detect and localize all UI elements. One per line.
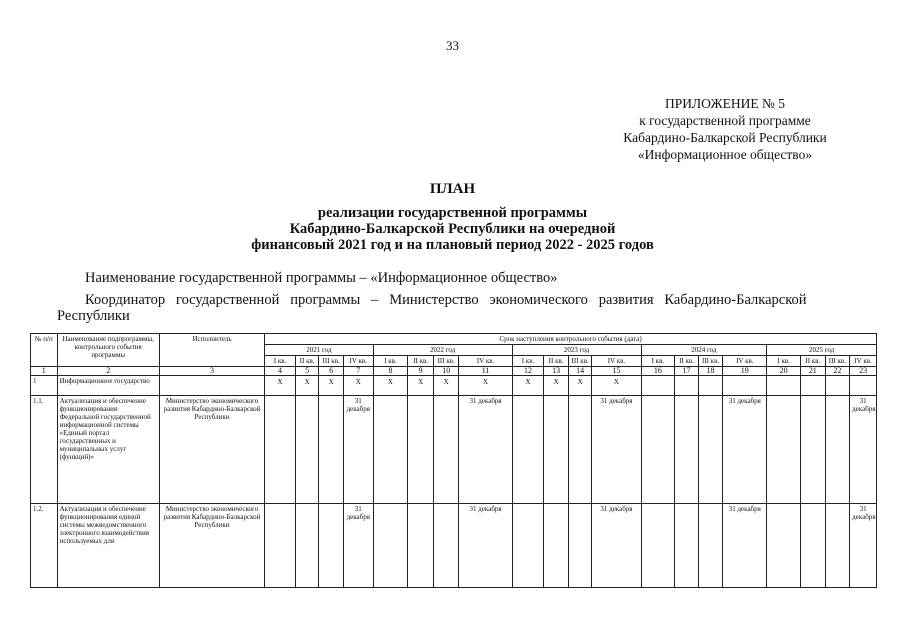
header-quarter: IV кв. bbox=[723, 356, 767, 367]
coordinator-text: Координатор государственной программы – Министерство экономического развития Кабардино-Балкарской bbox=[85, 292, 807, 308]
row-cell bbox=[319, 396, 344, 504]
header-year: 2025 год bbox=[767, 345, 877, 356]
row-name: Информационное государство bbox=[57, 376, 159, 396]
column-number: 4 bbox=[265, 367, 296, 376]
row-cell bbox=[295, 504, 319, 588]
plan-title: ПЛАН bbox=[429, 181, 476, 197]
row-cell bbox=[544, 504, 569, 588]
row-cell bbox=[373, 396, 408, 504]
row-cell bbox=[295, 396, 319, 504]
row-cell: X bbox=[343, 376, 373, 396]
row-cell: X bbox=[319, 376, 344, 396]
header-quarter: III кв. bbox=[825, 356, 850, 367]
header-quarter: III кв. bbox=[319, 356, 344, 367]
header-year: 2021 год bbox=[265, 345, 373, 356]
row-cell: X bbox=[265, 376, 296, 396]
row-cell: 31 декабря bbox=[723, 504, 767, 588]
column-number: 17 bbox=[675, 367, 699, 376]
program-name-text: Наименование государственной программы – «Информационное общество» bbox=[85, 270, 558, 286]
row-cell bbox=[641, 396, 675, 504]
header-row-1 bbox=[31, 334, 877, 345]
row-cell bbox=[265, 504, 296, 588]
row-cell bbox=[568, 504, 592, 588]
row-cell: X bbox=[295, 376, 319, 396]
row-name: Актуализация и обеспечение функционирования Федеральной государственной информационной системы «Единый портал государственных и муниципальных услуг (функций)» bbox=[57, 396, 159, 504]
column-number: 13 bbox=[544, 367, 569, 376]
row-cell: 31 декабря bbox=[850, 504, 877, 588]
header-name: Наименование подпрограммы, контрольного события программы bbox=[57, 334, 159, 367]
header-quarter: IV кв. bbox=[592, 356, 641, 367]
header-quarter: III кв. bbox=[433, 356, 459, 367]
appendix-line-4: «Информационное общество» bbox=[637, 147, 813, 162]
row-executor bbox=[159, 376, 264, 396]
row-cell: 31 декабря bbox=[343, 504, 373, 588]
header-quarter: IV кв. bbox=[850, 356, 877, 367]
row-cell bbox=[433, 504, 459, 588]
row-cell bbox=[825, 396, 850, 504]
column-number: 3 bbox=[159, 367, 264, 376]
column-number: 9 bbox=[408, 367, 434, 376]
row-cell: 31 декабря bbox=[343, 396, 373, 504]
column-number: 12 bbox=[512, 367, 544, 376]
column-number: 11 bbox=[459, 367, 512, 376]
row-cell bbox=[698, 376, 723, 396]
row-cell bbox=[373, 504, 408, 588]
row-cell: 31 декабря bbox=[592, 396, 641, 504]
header-quarter: II кв. bbox=[408, 356, 434, 367]
header-quarter: II кв. bbox=[544, 356, 569, 367]
plan-subtitle-line-1: реализации государственной программы bbox=[317, 205, 588, 221]
program-name bbox=[57, 270, 847, 286]
row-cell: X bbox=[459, 376, 512, 396]
plan-table bbox=[30, 333, 877, 588]
row-name: Актуализация и обеспечение функционирования единой системы межведомственного электронного взаимодействия используемых для bbox=[57, 504, 159, 588]
row-cell bbox=[433, 396, 459, 504]
row-cell bbox=[408, 504, 434, 588]
table-row bbox=[31, 396, 877, 504]
page-number: 33 bbox=[446, 38, 459, 53]
coordinator-line-2: Республики bbox=[57, 308, 130, 324]
row-cell: X bbox=[568, 376, 592, 396]
row-cell bbox=[801, 504, 826, 588]
header-year: 2024 год bbox=[641, 345, 767, 356]
row-cell: X bbox=[373, 376, 408, 396]
header-quarter: II кв. bbox=[801, 356, 826, 367]
column-numbers-row bbox=[31, 367, 877, 376]
table-row bbox=[31, 504, 877, 588]
coordinator-line-1 bbox=[57, 292, 847, 308]
column-number: 15 bbox=[592, 367, 641, 376]
row-cell bbox=[319, 504, 344, 588]
row-cell bbox=[723, 376, 767, 396]
row-executor: Министерство экономического развития Кабардино-Балкарской Республики bbox=[159, 504, 264, 588]
row-num: 1.2. bbox=[31, 504, 58, 588]
appendix-line-1: ПРИЛОЖЕНИЕ № 5 bbox=[664, 96, 786, 111]
header-num: № п/п bbox=[31, 334, 58, 367]
row-cell bbox=[512, 504, 544, 588]
header-quarter: I кв. bbox=[265, 356, 296, 367]
header-quarter: II кв. bbox=[675, 356, 699, 367]
row-cell bbox=[641, 504, 675, 588]
row-cell: X bbox=[433, 376, 459, 396]
row-cell bbox=[675, 396, 699, 504]
row-num: 1 bbox=[31, 376, 58, 396]
column-number: 18 bbox=[698, 367, 723, 376]
header-quarter: III кв. bbox=[698, 356, 723, 367]
row-cell bbox=[767, 376, 801, 396]
column-number: 8 bbox=[373, 367, 408, 376]
row-cell bbox=[675, 504, 699, 588]
column-number: 2 bbox=[57, 367, 159, 376]
row-cell bbox=[512, 396, 544, 504]
appendix-line-3: Кабардино-Балкарской Республики bbox=[623, 130, 827, 145]
row-cell: 31 декабря bbox=[459, 396, 512, 504]
row-cell bbox=[825, 504, 850, 588]
column-number: 7 bbox=[343, 367, 373, 376]
row-cell: 31 декабря bbox=[592, 504, 641, 588]
row-cell bbox=[767, 396, 801, 504]
row-cell bbox=[265, 396, 296, 504]
header-year: 2022 год bbox=[373, 345, 512, 356]
header-quarter: I кв. bbox=[641, 356, 675, 367]
row-cell bbox=[698, 396, 723, 504]
row-cell: 31 декабря bbox=[459, 504, 512, 588]
header-quarter: I кв. bbox=[512, 356, 544, 367]
header-quarter: III кв. bbox=[568, 356, 592, 367]
row-cell: X bbox=[408, 376, 434, 396]
row-cell bbox=[801, 376, 826, 396]
column-number: 14 bbox=[568, 367, 592, 376]
column-number: 16 bbox=[641, 367, 675, 376]
row-cell bbox=[850, 376, 877, 396]
plan-subtitle-line-3: финансовый 2021 год и на плановый период 2022 - 2025 годов bbox=[251, 237, 654, 253]
header-quarter: IV кв. bbox=[343, 356, 373, 367]
row-cell bbox=[544, 396, 569, 504]
row-num: 1.1. bbox=[31, 396, 58, 504]
header-quarter: IV кв. bbox=[459, 356, 512, 367]
row-cell bbox=[675, 376, 699, 396]
appendix-block bbox=[560, 95, 890, 163]
row-cell bbox=[825, 376, 850, 396]
row-cell bbox=[568, 396, 592, 504]
header-quarter: II кв. bbox=[295, 356, 319, 367]
row-cell bbox=[641, 376, 675, 396]
table-row bbox=[31, 376, 877, 396]
row-cell: X bbox=[544, 376, 569, 396]
row-cell bbox=[698, 504, 723, 588]
column-number: 22 bbox=[825, 367, 850, 376]
column-number: 20 bbox=[767, 367, 801, 376]
column-number: 10 bbox=[433, 367, 459, 376]
column-number: 5 bbox=[295, 367, 319, 376]
row-cell bbox=[767, 504, 801, 588]
column-number: 19 bbox=[723, 367, 767, 376]
row-cell: 31 декабря bbox=[850, 396, 877, 504]
plan-subtitle-line-2: Кабардино-Балкарской Республики на очередной bbox=[289, 221, 616, 237]
column-number: 21 bbox=[801, 367, 826, 376]
column-number: 6 bbox=[319, 367, 344, 376]
row-cell: X bbox=[592, 376, 641, 396]
row-cell bbox=[801, 396, 826, 504]
column-number: 1 bbox=[31, 367, 58, 376]
row-executor: Министерство экономического развития Кабардино-Балкарской Республики bbox=[159, 396, 264, 504]
row-cell bbox=[408, 396, 434, 504]
appendix-line-2: к государственной программе bbox=[639, 113, 811, 128]
header-year: 2023 год bbox=[512, 345, 641, 356]
header-quarter: I кв. bbox=[767, 356, 801, 367]
column-number: 23 bbox=[850, 367, 877, 376]
row-cell: 31 декабря bbox=[723, 396, 767, 504]
row-cell: X bbox=[512, 376, 544, 396]
header-deadline: Срок наступления контрольного события (дата) bbox=[265, 334, 877, 345]
header-quarter: I кв. bbox=[373, 356, 408, 367]
header-executor: Исполнитель bbox=[159, 334, 264, 367]
